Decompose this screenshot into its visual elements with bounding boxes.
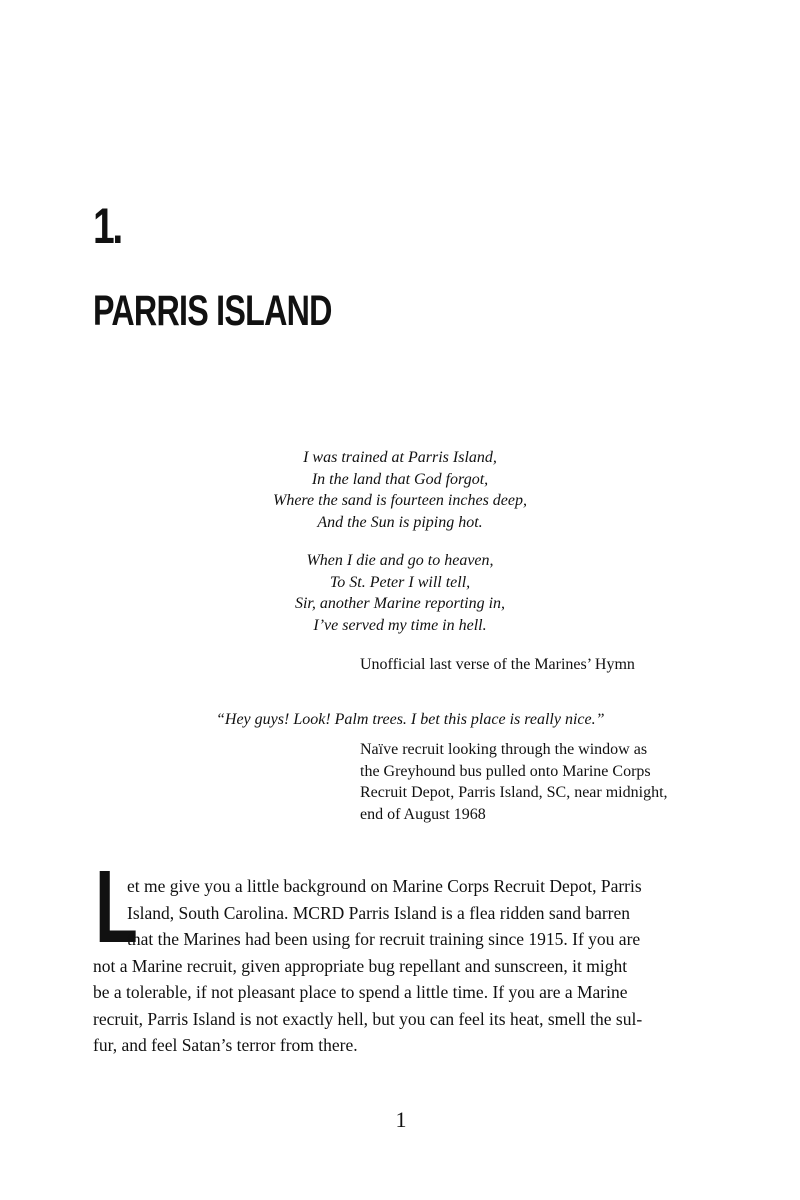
poem-line: And the Sun is piping hot. bbox=[317, 513, 483, 531]
chapter-number: 1. bbox=[93, 198, 121, 254]
body-line: not a Marine recruit, given appropriate bug repellant and sunscreen, it might bbox=[93, 955, 628, 976]
poem-line: In the land that God forgot, bbox=[311, 470, 489, 488]
poem-line: When I die and go to heaven, bbox=[306, 552, 494, 569]
body-line: fur, and feel Satan’s terror from there. bbox=[93, 1035, 358, 1055]
chapter-title: PARRIS ISLAND bbox=[93, 287, 332, 335]
body-line: that the Marines had been using for recruit training since 1915. If you are bbox=[127, 929, 641, 949]
poem-line: I was trained at Parris Island, bbox=[303, 449, 497, 466]
drop-cap: L bbox=[95, 849, 138, 964]
body-line: recruit, Parris Island is not exactly hell, but you can feel its heat, smell the sul- bbox=[93, 1008, 643, 1029]
quote-source-line: end of August 1968 bbox=[360, 805, 486, 823]
page-number: 1 bbox=[395, 1107, 407, 1132]
quote-source bbox=[360, 739, 668, 825]
body-line: Island, South Carolina. MCRD Parris Island is a flea ridden sand barren bbox=[127, 902, 631, 923]
quote-source-line: Naïve recruit looking through the window as bbox=[360, 741, 648, 758]
poem-attribution: Unofficial last verse of the Marines’ Hymn bbox=[360, 656, 635, 673]
quote-source-line: the Greyhound bus pulled onto Marine Corps bbox=[360, 762, 651, 780]
body-line: be a tolerable, if not pleasant place to spend a little time. If you are a Marine bbox=[93, 982, 628, 1002]
poem-line: I’ve served my time in hell. bbox=[313, 616, 487, 634]
poem-line: Sir, another Marine reporting in, bbox=[294, 595, 506, 612]
poem-stanza-2 bbox=[230, 550, 570, 636]
body-line: et me give you a little background on Marine Corps Recruit Depot, Parris bbox=[127, 876, 642, 896]
poem-line: To St. Peter I will tell, bbox=[329, 573, 471, 591]
quote-source-line: Recruit Depot, Parris Island, SC, near midnight, bbox=[360, 784, 668, 801]
epigraph-quote: “Hey guys! Look! Palm trees. I bet this place is really nice.” bbox=[216, 711, 605, 728]
body-paragraph-indented bbox=[127, 873, 642, 953]
poem-line: Where the sand is fourteen inches deep, bbox=[272, 492, 527, 509]
body-paragraph bbox=[93, 953, 642, 1059]
poem-stanza-1 bbox=[230, 447, 570, 533]
